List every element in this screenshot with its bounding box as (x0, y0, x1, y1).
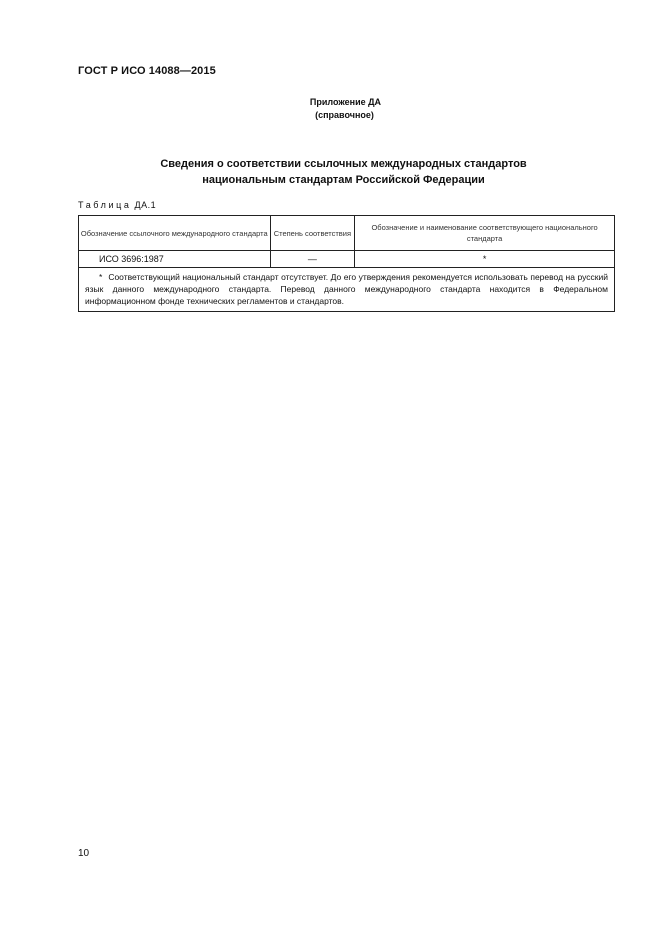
header-international-standard: Обозначение ссылочного международного стандарта (79, 216, 271, 251)
section-title (0, 156, 661, 188)
header-national-standard: Обозначение и наименование соответствующего национального стандарта (355, 216, 615, 251)
cell-conformity-degree: — (270, 251, 355, 268)
table-caption-number: ДА.1 (134, 200, 157, 210)
section-title-line-1: Сведения о соответствии ссылочных международных стандартов (160, 158, 527, 170)
table-caption (78, 200, 156, 210)
appendix-subtitle: (справочное) (315, 110, 374, 120)
table-row (79, 251, 615, 268)
page-number: 10 (78, 848, 90, 859)
cell-international-standard: ИСО 3696:1987 (79, 251, 271, 268)
header-conformity-degree: Степень соответствия (270, 216, 355, 251)
footnote-text: Соответствующий национальный стандарт отсутствует. До его утверждения рекомендуется использовать перевод на русский язык данного международного стандарта. Перевод данного международного стандарта находится в Федеральном информационном фонде технических регламентов и стандартов. (85, 272, 608, 306)
table-header-row (79, 216, 615, 251)
footnote-mark: * (99, 272, 103, 282)
standards-table (78, 215, 615, 312)
table-footnote-row (79, 268, 615, 312)
cell-national-standard: * (355, 251, 615, 268)
appendix-heading (0, 96, 661, 122)
table-caption-prefix: Таблица (78, 200, 132, 210)
document-code: ГОСТ Р ИСО 14088—2015 (78, 65, 216, 77)
appendix-title: Приложение ДА (309, 97, 382, 107)
section-title-line-2: национальным стандартам Российской Федерации (202, 174, 485, 186)
table-footnote (79, 268, 615, 312)
